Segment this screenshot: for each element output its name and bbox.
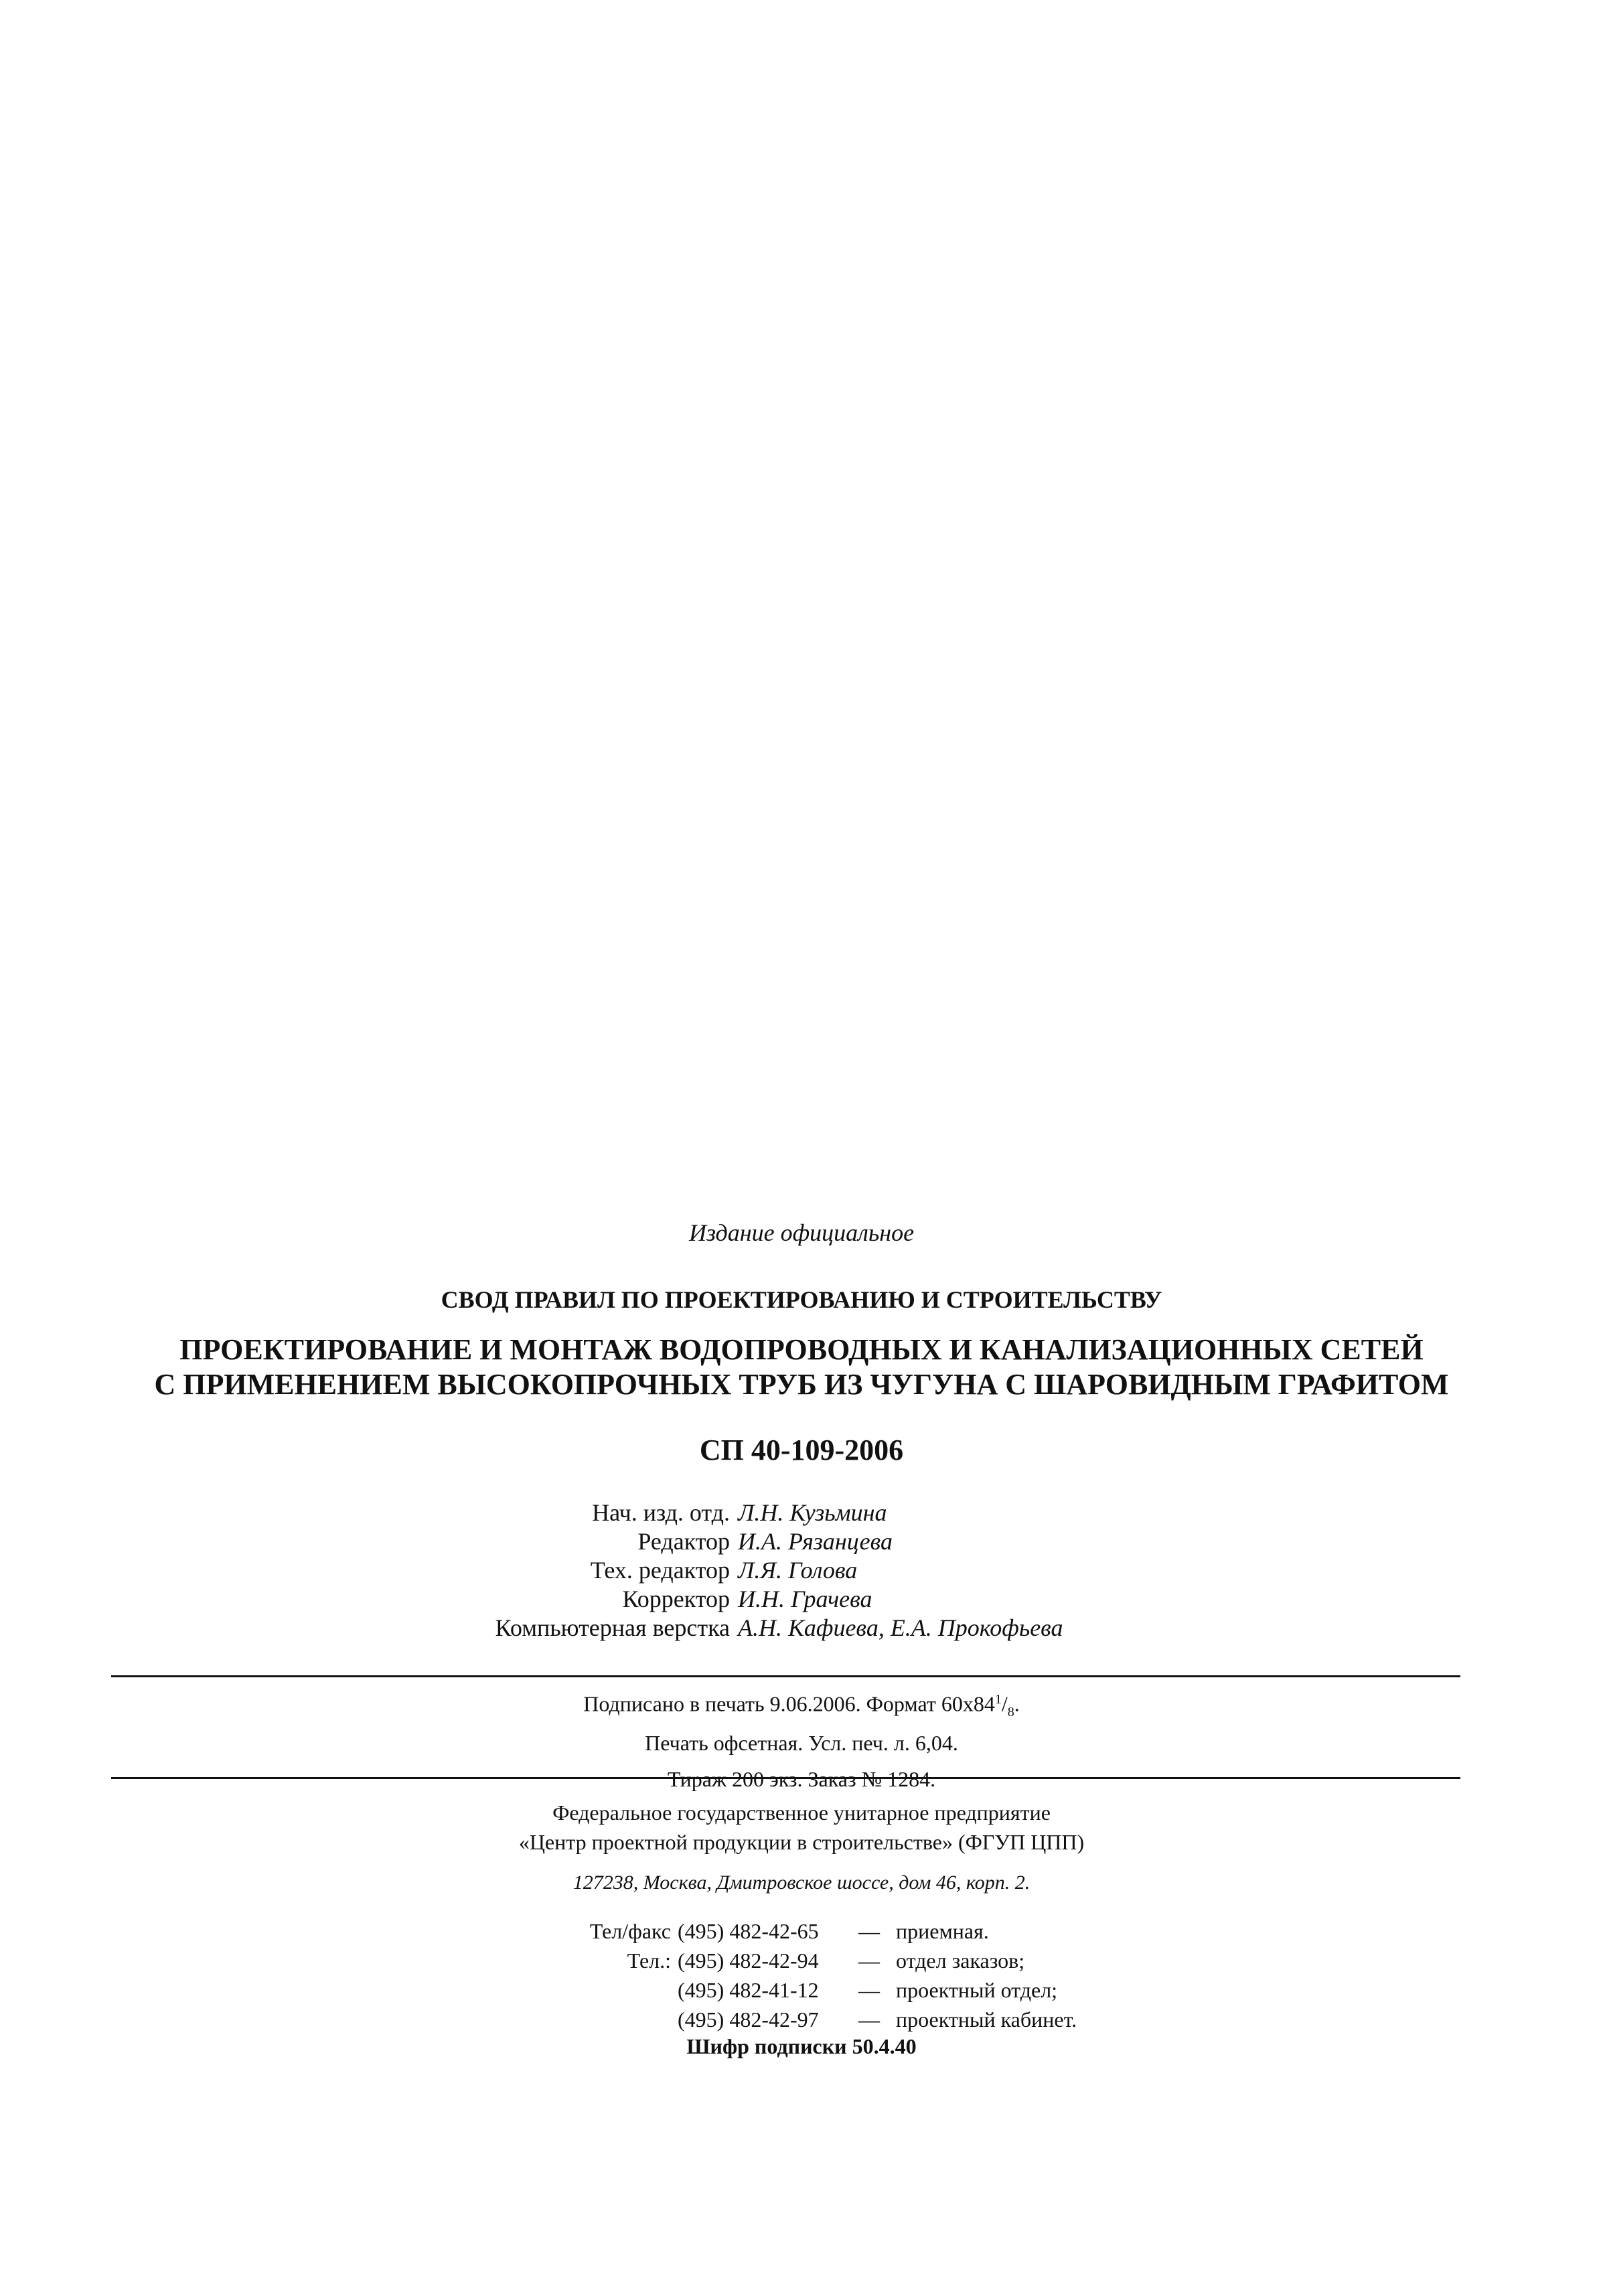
print-type-line: Печать офсетная. Усл. печ. л. 6,04. <box>645 1731 958 1756</box>
staff-role: Редактор <box>637 1528 730 1555</box>
contact-row <box>0 1946 1603 1975</box>
contact-label: Тел/факс <box>589 1919 671 1943</box>
staff-name: Л.Я. Голова <box>738 1557 858 1584</box>
contact-label <box>0 1975 678 2005</box>
divider-bottom <box>111 1777 1460 1779</box>
format-denominator: 8 <box>1007 1705 1014 1720</box>
contact-dash: — <box>858 1978 880 2002</box>
contact-phone: (495) 482-42-65 <box>678 1919 819 1943</box>
contact-description: проектный отдел; <box>896 1978 1058 2002</box>
staff-row <box>0 1527 1603 1556</box>
format-end: . <box>1014 1691 1020 1716</box>
contact-dash: — <box>858 2007 880 2032</box>
staff-role: Компьютерная верстка <box>495 1614 730 1641</box>
contact-row <box>0 1975 1603 2005</box>
circulation-line: Тираж 200 экз. Заказ № 1284. <box>667 1767 936 1792</box>
format-numerator: 1 <box>994 1692 1002 1707</box>
document-title <box>0 1332 1603 1402</box>
contact-dash: — <box>858 1948 880 1973</box>
edition-label: Издание официальное <box>688 1219 915 1246</box>
staff-row <box>0 1556 1603 1585</box>
staff-name: Л.Н. Кузьмина <box>738 1499 887 1526</box>
contact-description: отдел заказов; <box>896 1948 1025 1973</box>
contact-row <box>0 2005 1603 2034</box>
contact-dash: — <box>858 1919 880 1943</box>
contact-list <box>0 1916 1603 2034</box>
staff-row <box>0 1499 1603 1527</box>
document-code: СП 40-109-2006 <box>699 1434 904 1466</box>
contact-row <box>0 1916 1603 1946</box>
staff-role: Корректор <box>622 1586 730 1612</box>
staff-role: Тех. редактор <box>590 1557 730 1584</box>
signed-line: Подписано в печать 9.06.2006. Формат $60х84^1/_8$. <box>583 1691 1020 1720</box>
staff-name: И.А. Рязанцева <box>738 1528 893 1555</box>
contact-phone: (495) 482-42-94 <box>678 1948 819 1973</box>
publisher-line-2: «Центр проектной продукции в строительстве» (ФГУП ЦПП) <box>518 1830 1085 1854</box>
publisher-info <box>0 1798 1603 1857</box>
contact-description: проектный кабинет. <box>896 2007 1077 2032</box>
document-title-line-1: ПРОЕКТИРОВАНИЕ И МОНТАЖ ВОДОПРОВОДНЫХ И КАНАЛИЗАЦИОННЫХ СЕТЕЙ <box>179 1333 1424 1366</box>
staff-name: А.Н. Кафиева, Е.А. Прокофьева <box>738 1614 1063 1641</box>
staff-role: Нач. изд. отд. <box>592 1499 730 1526</box>
contact-label: Тел.: <box>627 1948 671 1973</box>
publisher-address: 127238, Москва, Дмитровское шоссе, дом 46, корп. 2. <box>572 1871 1030 1894</box>
contact-phone: (495) 482-41-12 <box>678 1978 819 2002</box>
divider-top <box>111 1675 1460 1677</box>
document-title-line-2: С ПРИМЕНЕНИЕМ ВЫСОКОПРОЧНЫХ ТРУБ ИЗ ЧУГУНА С ШАРОВИДНЫМ ГРАФИТОМ <box>154 1368 1449 1401</box>
contact-label <box>0 2005 678 2034</box>
contact-phone: (495) 482-42-97 <box>678 2007 819 2032</box>
series-title: СВОД ПРАВИЛ ПО ПРОЕКТИРОВАНИЮ И СТРОИТЕЛЬСТВУ <box>441 1286 1162 1313</box>
contact-description: приемная. <box>896 1919 989 1943</box>
signed-text: Подписано в печать 9.06.2006. Формат 60х84 <box>583 1691 995 1716</box>
publisher-line-1: Федеральное государственное унитарное предприятие <box>552 1801 1051 1825</box>
subscription-code: Шифр подписки 50.4.40 <box>686 2034 917 2058</box>
staff-name: И.Н. Грачева <box>738 1586 872 1612</box>
staff-list <box>0 1499 1603 1642</box>
staff-row <box>0 1614 1603 1642</box>
staff-row <box>0 1585 1603 1614</box>
